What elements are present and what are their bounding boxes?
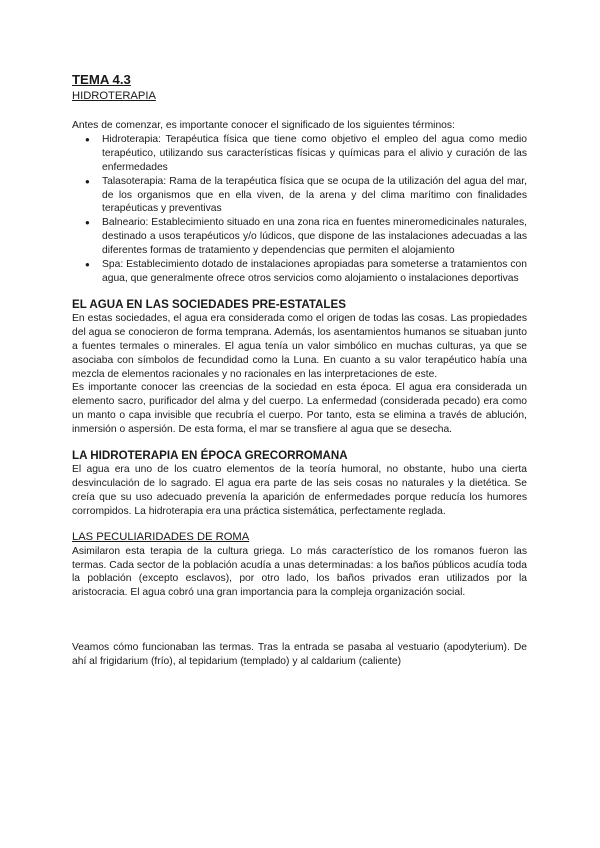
section-heading-roma: LAS PECULIARIDADES DE ROMA bbox=[72, 530, 250, 543]
section-heading-pre-estatales: EL AGUA EN LAS SOCIEDADES PRE-ESTATALES bbox=[72, 297, 346, 311]
document-page bbox=[72, 72, 527, 669]
document-subtitle: HIDROTERAPIA bbox=[72, 90, 156, 102]
term-talasoterapia: ● Talasoterapia: Rama de la terapéutica física que se ocupa de la utilización del agua del mar, de los organismos que en ella viven, de la arena y del clima marítimo con finalidades terapéuticas y preventivas bbox=[102, 175, 527, 217]
section3-paragraph-1: Asimilaron esta terapia de la cultura griega. Lo más característico de los romanos fueron las termas. Cada sector de la población acudía a unas determinadas: a los baños públicos acudía toda la población (excepto esclavos), por otro lado, los baños privados eran utilizados por la aristocracia. El agua cobró una gran importancia para la compleja organización social. bbox=[72, 545, 527, 599]
terms-list bbox=[72, 133, 527, 286]
term-spa: ● Spa: Establecimiento dotado de instalaciones apropiadas para someterse a tratamientos con agua, que generalmente ofrece otros servicios como alojamiento o instalaciones deportivas bbox=[102, 258, 527, 286]
section-heading-grecorromana: LA HIDROTERAPIA EN ÉPOCA GRECORROMANA bbox=[72, 449, 348, 463]
document-title: TEMA 4.3 bbox=[72, 72, 131, 87]
section3-paragraph-2: Veamos cómo funcionaban las termas. Tras la entrada se pasaba al vestuario (apodyterium). De ahí al frigidarium (frío), al tepidarium (templado) y al caldarium (caliente) bbox=[72, 642, 527, 668]
section1-paragraph-1: En estas sociedades, el agua era considerada como el origen de todas las cosas. Las propiedades del agua se conocieron de forma temprana. Además, los asentamientos humanos se situaban junto a fuentes termales o minerales. El agua tenía un valor simbólico en muchas culturas, ya que se asociaba con símbolos de fecundidad como la Luna. En cuanto a su valor terapéutico había una mezcla de elementos racionales y no racionales en las interpretaciones de este. bbox=[72, 312, 527, 380]
term-balneario: ● Balneario: Establecimiento situado en una zona rica en fuentes mineromedicinales naturales, destinado a usos terapéuticos y/o lúdicos, que dispone de las instalaciones adecuadas a las diferentes formas de tratamiento y dependencias que permiten el alojamiento bbox=[102, 216, 527, 258]
section1-paragraph-2: Es importante conocer las creencias de la sociedad en esta época. El agua era considerada un elemento sacro, purificador del alma y del cuerpo. La enfermedad (considerada pecado) era como un manto o capa invisible que recubría el cuerpo. Por tanto, esta se elimina a través de ablución, inmersión o aspersión. De esta forma, el mar se transfiere al agua que se desecha. bbox=[72, 382, 527, 436]
term-hidroterapia: ● Hidroterapia: Terapéutica física que tiene como objetivo el empleo del agua como medio terapéutico, utilizando sus características físicas y químicas para el alivio y curación de las enfermedades bbox=[102, 133, 527, 175]
section2-paragraph-1: El agua era uno de los cuatro elementos de la teoría humoral, no obstante, hubo una cierta desvinculación de lo sagrado. El agua era parte de las seis cosas no naturales y la dietética. Se creía que su uso adecuado prevenía la aparición de enfermedades porque reducía los humores corrompidos. La hidroterapia era una práctica sistemática, perfectamente reglada. bbox=[72, 464, 527, 517]
intro-paragraph: Antes de comenzar, es importante conocer el significado de los siguientes términos: bbox=[72, 120, 455, 131]
